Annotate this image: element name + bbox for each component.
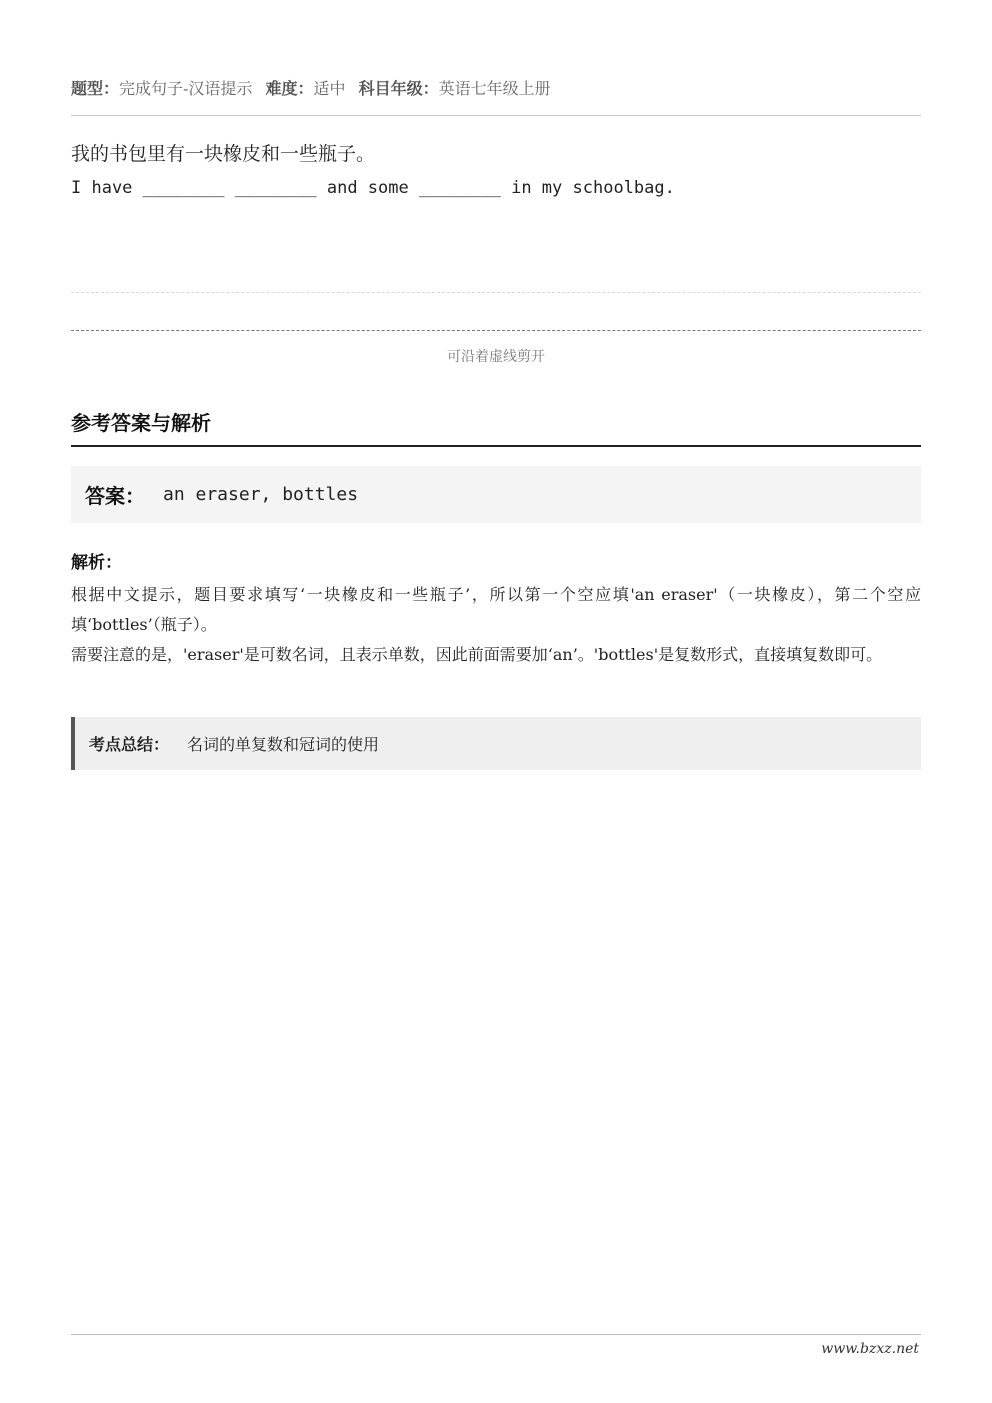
answer-box (71, 466, 921, 523)
analysis-paragraph: 根据中文提示，题目要求填写‘一块橡皮和一些瓶子’，所以第一个空应填'an eraser'（一块橡皮），第二个空应填‘bottles’（瓶子）。 (71, 585, 921, 634)
analysis-paragraph: 需要注意的是，'eraser'是可数名词，且表示单数，因此前面需要加‘an’。'bottles'是复数形式，直接填复数即可。 (71, 645, 883, 664)
solution-section-title: 参考答案与解析 (71, 411, 211, 435)
cut-hint: 可沿着虚线剪开 (447, 349, 545, 365)
question-chinese: 我的书包里有一块橡皮和一些瓶子。 (71, 143, 376, 165)
question-english: I have ________ ________ and some ________ in my schoolbag. (71, 178, 675, 198)
footer-divider (71, 1334, 921, 1335)
difficulty-value: 适中 (313, 79, 346, 98)
analysis-label: 解析： (71, 553, 122, 573)
question-meta (71, 76, 921, 102)
answer-value: an eraser, bottles (163, 484, 359, 505)
header-divider (71, 115, 921, 116)
solution-section-divider (71, 445, 921, 447)
key-point-box (71, 717, 921, 770)
cut-line (71, 330, 921, 331)
grade-value: 英语七年级上册 (438, 79, 551, 98)
answer-space-divider (71, 292, 921, 293)
grade-label: 科目年级： (358, 79, 439, 98)
key-point-value: 名词的单复数和冠词的使用 (187, 735, 380, 754)
analysis-body (71, 580, 921, 670)
difficulty-label: 难度： (265, 79, 314, 98)
answer-label: 答案： (85, 484, 145, 508)
key-point-label: 考点总结： (89, 735, 170, 754)
footer-site-url: www.bzxz.net (821, 1341, 919, 1357)
type-value: 完成句子-汉语提示 (119, 79, 253, 98)
type-label: 题型： (71, 79, 120, 98)
